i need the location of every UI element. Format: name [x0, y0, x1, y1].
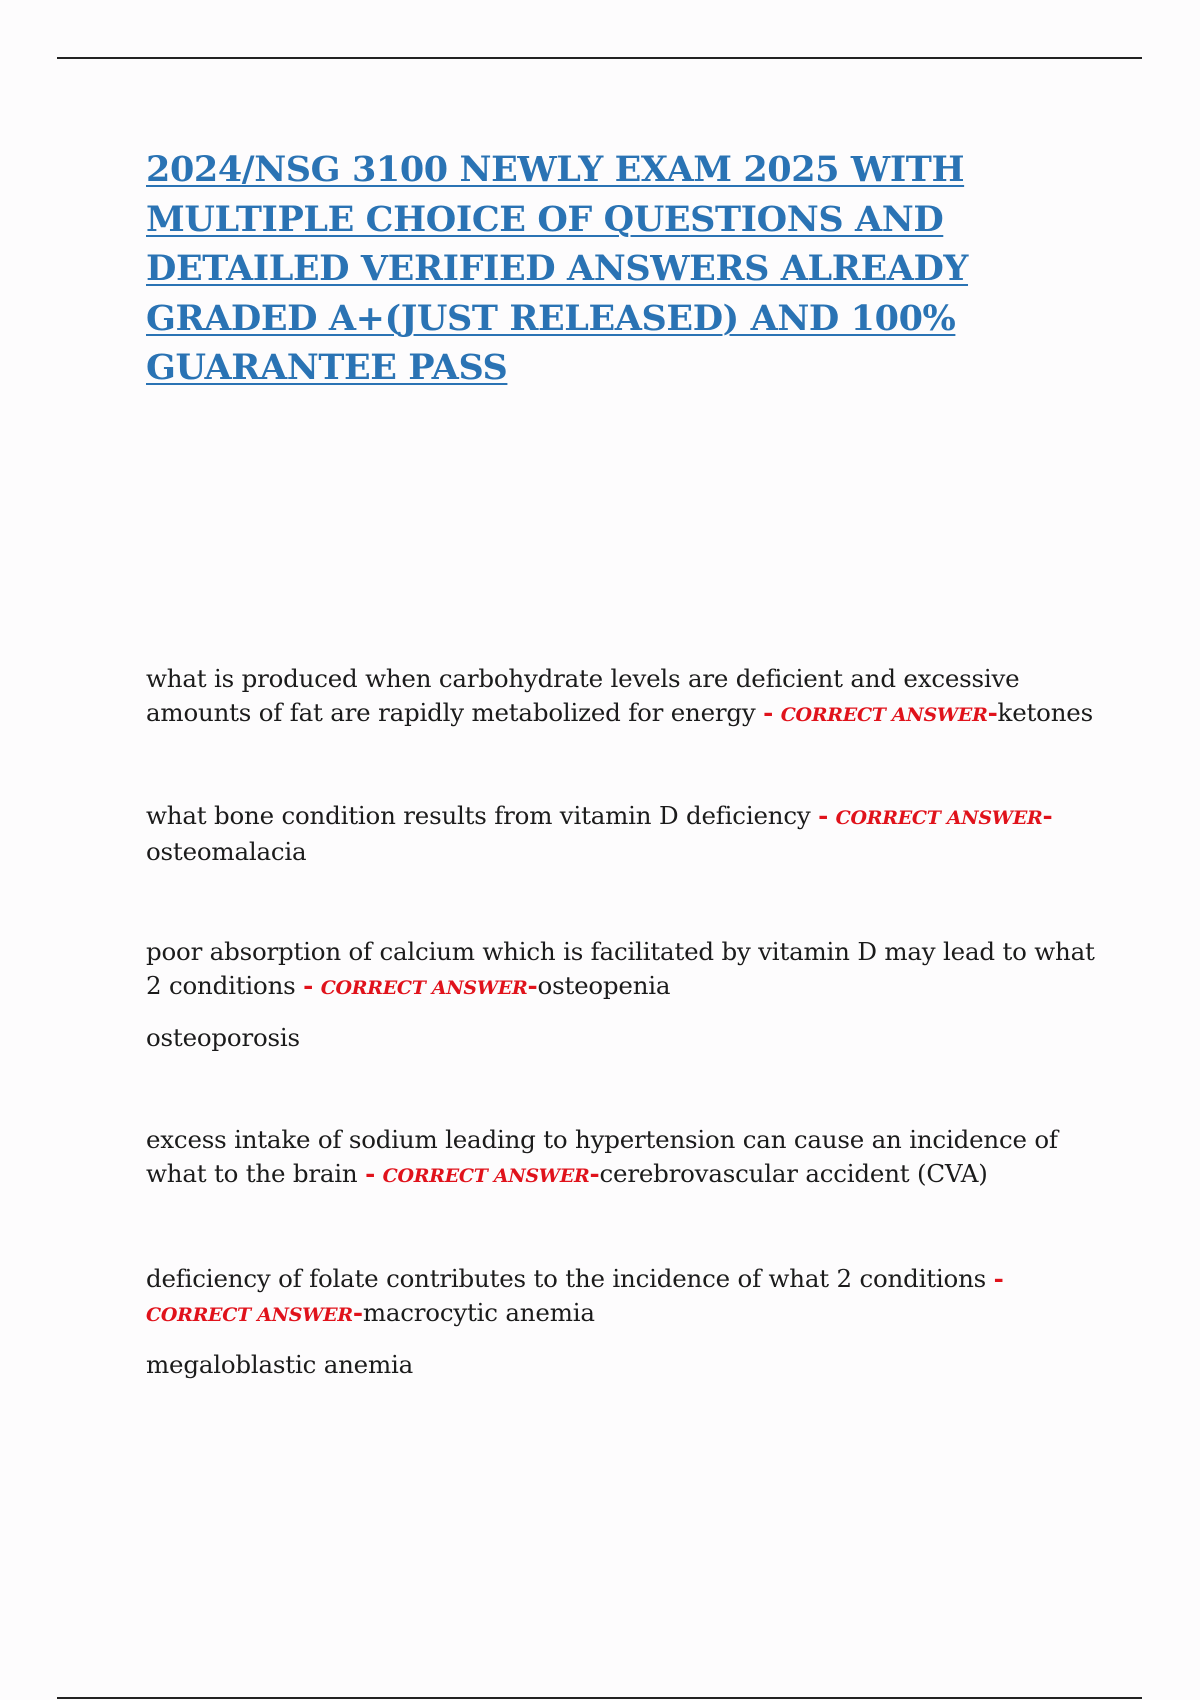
- answer-text: cerebrovascular accident (CVA): [599, 1159, 988, 1188]
- answer-text: macrocytic anemia: [362, 1298, 595, 1327]
- qa-text: excess intake of sodium leading to hypertension can cause an incidence of what to the brain - CORRECT ANSWER-cerebrovascular accident (CVA): [146, 1125, 1058, 1188]
- question-text: excess intake of sodium leading to hypertension can cause an incidence of what to the brain: [146, 1125, 1058, 1188]
- correct-answer-tag: CORRECT ANSWER: [382, 1165, 590, 1187]
- bottom-rule: [57, 1697, 1142, 1699]
- question-text: deficiency of folate contributes to the incidence of what 2 conditions: [146, 1264, 987, 1293]
- qa-text: deficiency of folate contributes to the incidence of what 2 conditions - CORRECT ANSWER-macrocytic anemia: [146, 1264, 1004, 1327]
- document-title-link[interactable]: 2024/NSG 3100 NEWLY EXAM 2025 WITH MULTIPLE CHOICE OF QUESTIONS AND DETAILED VERIFIED ANSWERS ALREADY GRADED A+(JUST RELEASED) AND 100% GUARANTEE PASS: [146, 149, 969, 388]
- qa-text: what bone condition results from vitamin D deficiency - CORRECT ANSWER- osteomalacia: [146, 801, 1053, 866]
- correct-answer-tag: CORRECT ANSWER: [835, 807, 1043, 829]
- answer-text: osteopenia: [537, 971, 671, 1000]
- answer-extra-text: osteoporosis: [146, 1023, 300, 1052]
- answer-extra-text: megaloblastic anemia: [146, 1350, 414, 1379]
- qa-item-3: [146, 935, 1106, 1055]
- correct-answer-tag: CORRECT ANSWER: [780, 704, 988, 726]
- question-text: what bone condition results from vitamin D deficiency: [146, 801, 811, 830]
- correct-answer-tag: CORRECT ANSWER: [146, 1304, 353, 1326]
- correct-answer-tag: CORRECT ANSWER: [320, 977, 528, 999]
- qa-item-1: [146, 662, 1106, 732]
- answer-text: ketones: [997, 698, 1093, 727]
- qa-item-5: [146, 1262, 1106, 1382]
- question-text: what is produced when carbohydrate levels are deficient and excessive amounts of fat are rapidly metabolized for energy: [146, 664, 1020, 727]
- qa-text: what is produced when carbohydrate levels are deficient and excessive amounts of fat are rapidly metabolized for energy - CORRECT ANSWER-ketones: [146, 664, 1093, 727]
- qa-item-4: [146, 1123, 1106, 1193]
- answer-text: osteomalacia: [146, 837, 307, 866]
- qa-text: poor absorption of calcium which is facilitated by vitamin D may lead to what 2 conditions - CORRECT ANSWER-osteopenia: [146, 937, 1095, 1000]
- qa-item-2: [146, 799, 1106, 869]
- question-text: poor absorption of calcium which is facilitated by vitamin D may lead to what 2 conditions: [146, 937, 1095, 1000]
- top-rule: [57, 57, 1142, 59]
